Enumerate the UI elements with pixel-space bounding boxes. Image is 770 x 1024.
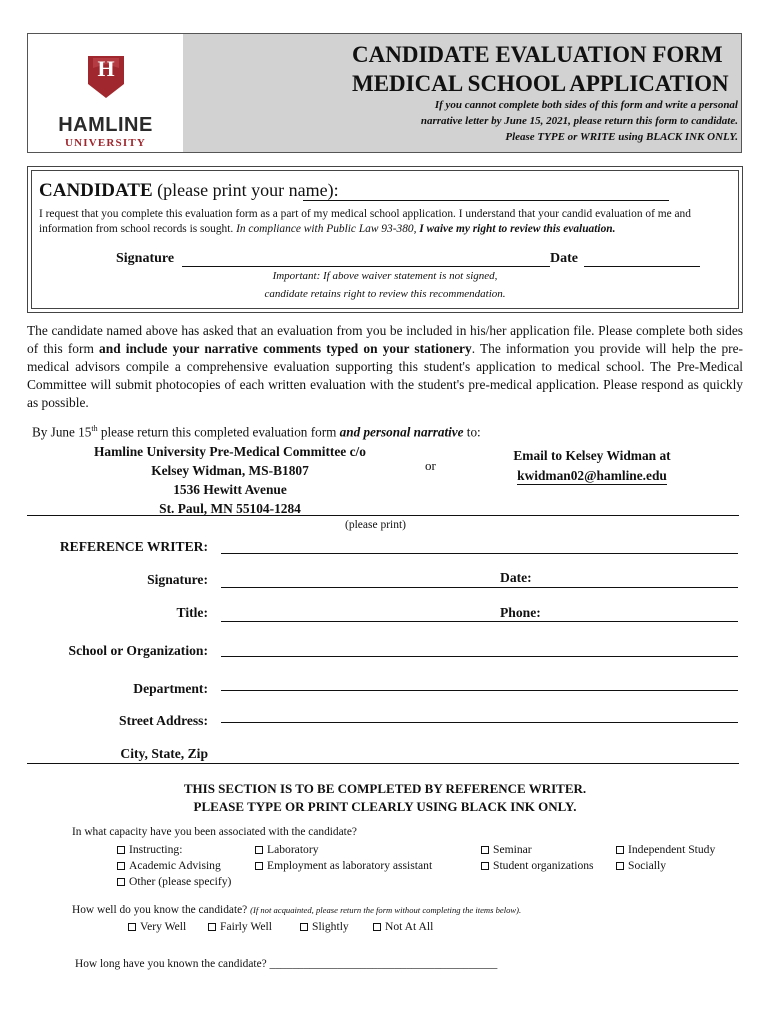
candidate-section [27,166,743,313]
department-field[interactable] [221,690,738,691]
waiver-statement: I waive my right to review this evaluation. [419,223,616,235]
checkbox[interactable] [481,846,489,854]
checkbox[interactable] [208,923,216,931]
option-seminar[interactable] [481,843,532,856]
option-label: Slightly [312,920,349,933]
option-label: Independent Study [628,843,716,856]
waiver-text [39,207,729,237]
how-long-question[interactable]: How long have you known the candidate? ________________________________________ [75,958,498,970]
checkbox[interactable] [128,923,136,931]
signature-field[interactable] [221,587,738,588]
school-label: School or Organization: [68,643,208,658]
instructions-line-1: If you cannot complete both sides of this form and write a personal [434,99,738,111]
date-label: Date: [500,570,532,585]
header-instructions [421,97,738,145]
title-line-2: MEDICAL SCHOOL APPLICATION [352,71,729,96]
checkbox[interactable] [300,923,308,931]
checkbox[interactable] [373,923,381,931]
logo-name: HAMLINE [58,114,153,136]
city-field[interactable] [27,763,739,764]
important-line-1: Important: If above waiver statement is not signed, [272,270,498,282]
option-instructing[interactable] [117,843,182,856]
candidate-name-field[interactable] [303,200,669,201]
or-text: or [425,458,436,473]
know-well-question [72,904,521,916]
paragraph-part-2: . The information you provide will help the pre-medical advisors compile a comprehensive evaluation supporting this student's application to medical school. The Pre-Medical Committee will submit photocopies of each written evaluation with the student's pre-medical application. Please respond as quickly as possible. [27,341,743,410]
please-print-note: (please print) [345,519,406,531]
city-label: City, State, Zip [120,746,208,761]
option-independent-study[interactable] [616,843,715,856]
option-employment[interactable] [255,859,432,872]
form-title [352,40,734,98]
option-academic-advising[interactable] [117,859,221,872]
title-line-1: CANDIDATE EVALUATION FORM [352,42,723,67]
return-middle: please return this completed evaluation form [97,424,340,440]
know-well-note: (If not acquainted, please return the form without completing the items below). [250,905,522,915]
email-line-1: Email to Kelsey Widman at [513,448,671,463]
option-socially[interactable] [616,859,666,872]
reference-writer-field[interactable] [221,553,738,554]
candidate-signature-label: Signature [116,251,175,266]
street-field[interactable] [221,722,738,723]
return-suffix: to: [463,424,481,440]
street-label: Street Address: [119,713,208,728]
option-label: Other (please specify) [129,875,232,888]
candidate-label [39,180,339,202]
option-not-at-all[interactable] [373,920,433,933]
title-field[interactable] [221,621,738,622]
instructions-line-2: narrative letter by June 15, 2021, please return this form to candidate. [420,115,738,127]
reference-writer-label: REFERENCE WRITER: [59,539,208,554]
return-prefix: By June 15 [32,424,92,440]
section-line-1: THIS SECTION IS TO BE COMPLETED BY REFERENCE WRITER. [183,781,587,796]
important-note [32,267,738,303]
paragraph-bold: and include your narrative comments typed on your stationery [99,341,472,356]
school-field[interactable] [221,656,738,657]
option-label: Socially [628,859,666,872]
return-instructions [32,424,481,440]
checkbox[interactable] [117,878,125,886]
checkbox[interactable] [616,862,624,870]
return-sup: th [91,424,98,433]
instructions-paragraph [27,322,743,412]
title-label: Title: [176,605,208,620]
checkbox[interactable] [117,862,125,870]
address-line-1: Hamline University Pre-Medical Committee c/o [94,444,366,459]
checkbox[interactable] [117,846,125,854]
option-label: Employment as laboratory assistant [267,859,433,872]
signature-label: Signature: [147,572,208,587]
department-label: Department: [133,681,208,696]
checkbox[interactable] [481,862,489,870]
section-line-2: PLEASE TYPE OR PRINT CLEARLY USING BLACK INK ONLY. [193,799,577,814]
header-banner [183,34,741,152]
option-label: Student organizations [493,859,594,872]
option-laboratory[interactable] [255,843,319,856]
checkbox[interactable] [255,846,263,854]
logo-letter: H [97,56,115,81]
option-slightly[interactable] [300,920,349,933]
candidate-label-bold: CANDIDATE [39,180,153,201]
return-bold-italic: and personal narrative [339,424,464,440]
option-very-well[interactable] [128,920,186,933]
know-well-text: How well do you know the candidate? [72,904,251,916]
candidate-label-rest: (please print your name): [152,180,339,200]
divider-top [27,515,739,516]
option-label: Very Well [140,920,187,933]
checkbox[interactable] [255,862,263,870]
hamline-logo [28,34,184,152]
option-label: Seminar [493,843,532,856]
option-label: Not At All [385,920,434,933]
email-contact [492,446,692,486]
option-other[interactable] [117,875,231,888]
capacity-question: In what capacity have you been associated with the candidate? [72,826,357,838]
address-line-4: St. Paul, MN 55104-1284 [159,501,301,516]
checkbox[interactable] [616,846,624,854]
request-text: I request that you complete this evaluation form as a part of my medical school application. I understand that your candid evaluation of me and information from school records is sought. [39,208,691,235]
compliance-text: In compliance with Public Law 93-380, [233,223,420,235]
logo-sub: UNIVERSITY [64,137,147,149]
option-label: Instructing: [129,843,183,856]
option-student-organizations[interactable] [481,859,594,872]
phone-label: Phone: [500,605,541,620]
mailing-address [50,442,410,518]
paragraph-part-1: The candidate named above has asked that an evaluation from you be included in his/her application file. Please complete both sides of this form [27,323,743,356]
option-fairly-well[interactable] [208,920,272,933]
address-line-2: Kelsey Widman, MS-B1807 [151,463,309,478]
instructions-line-3: Please TYPE or WRITE using BLACK INK ONLY. [505,131,738,143]
candidate-inner-frame [31,170,739,309]
option-label: Laboratory [267,843,319,856]
email-address-link[interactable]: kwidman02@hamline.edu [517,468,667,483]
candidate-date-label: Date [550,251,578,266]
form-header [27,33,742,153]
address-line-3: 1536 Hewitt Avenue [173,482,287,497]
section-heading [0,780,770,816]
option-label: Fairly Well [220,920,272,933]
important-line-2: candidate retains right to review this recommendation. [264,288,506,300]
option-label: Academic Advising [129,859,221,872]
